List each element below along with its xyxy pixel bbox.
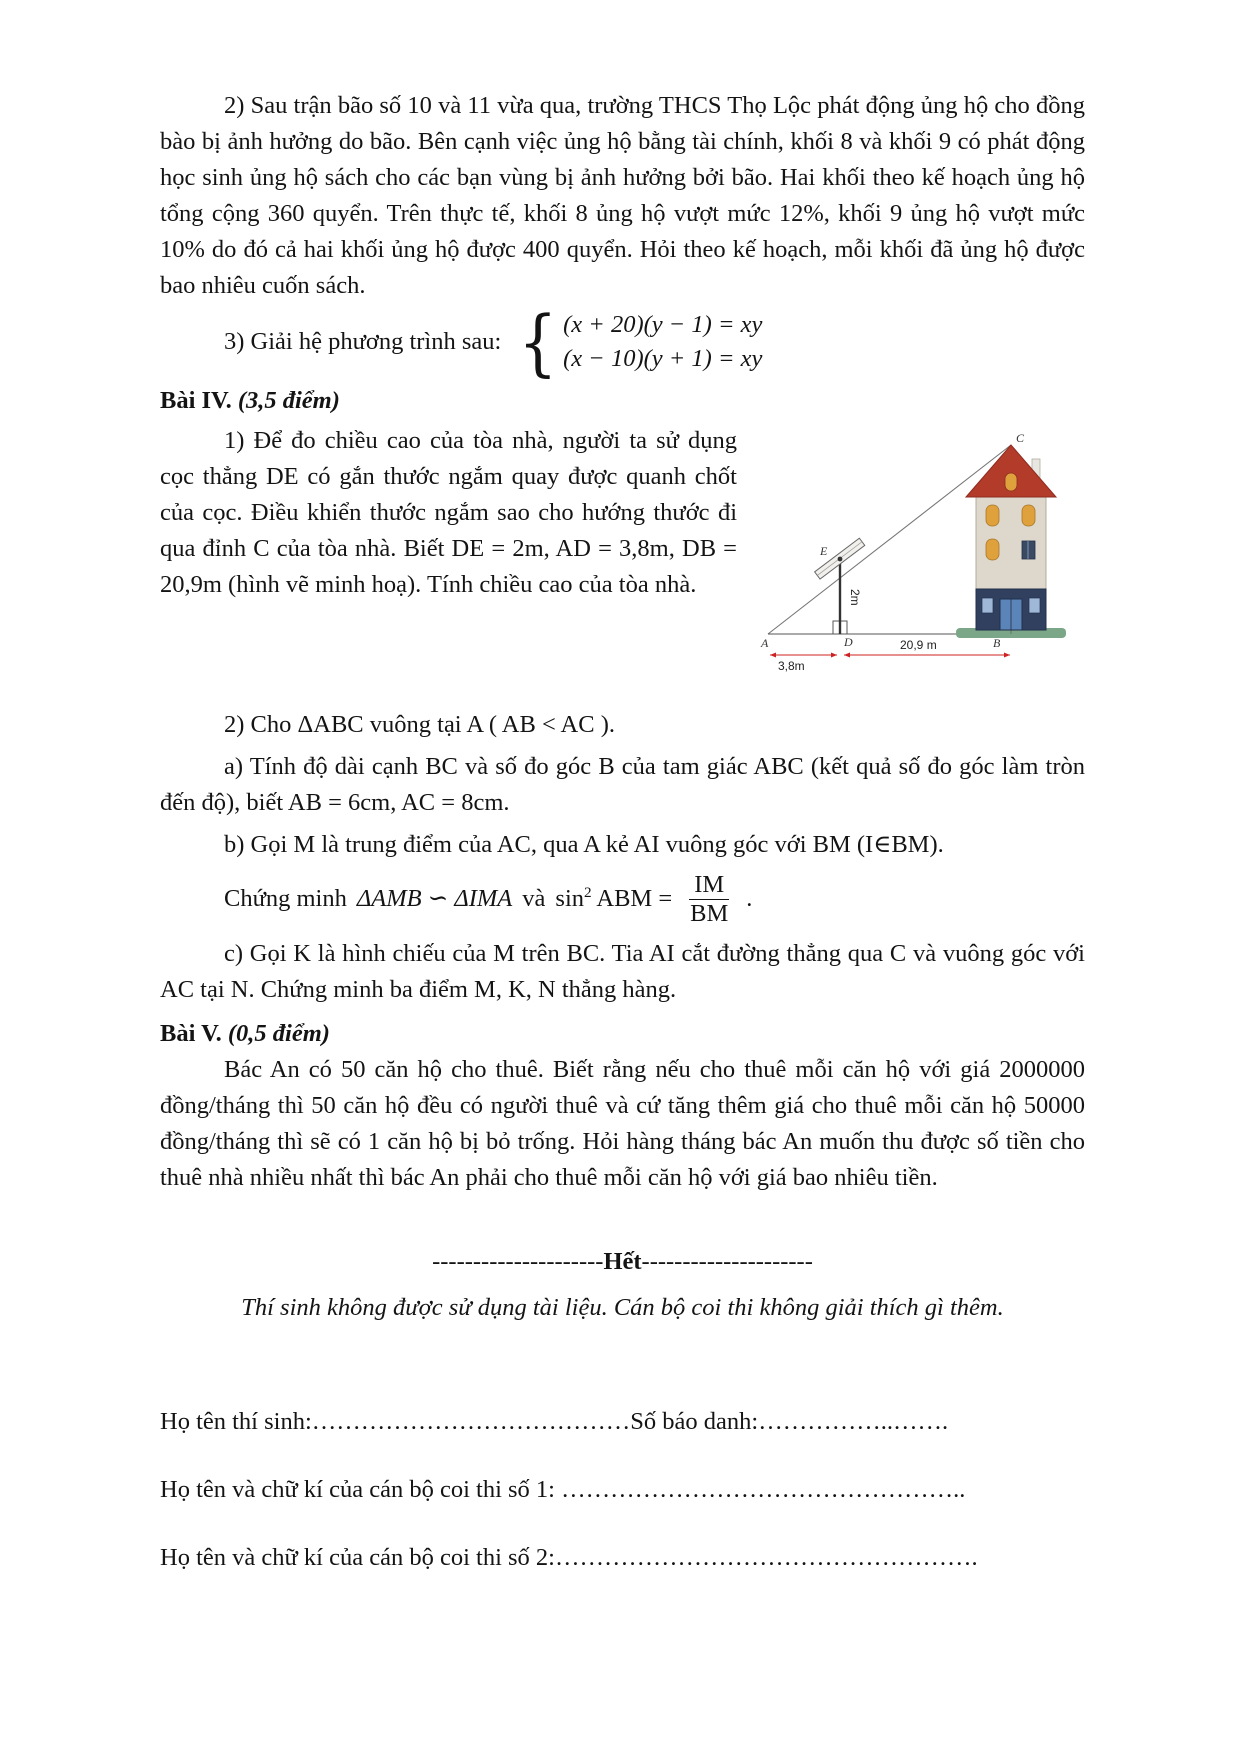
sight-line (768, 445, 1011, 634)
signature-line-proctor-1: Họ tên và chữ kí của cán bộ coi thi số 1: ………………………………………….. (160, 1476, 966, 1504)
equation-system (515, 300, 763, 384)
proof-and: và (522, 885, 546, 913)
equation-2: (x − 10)(y + 1) = xy (563, 344, 763, 372)
problem-3-3-label: 3) Giải hệ phương trình sau: (224, 328, 502, 356)
dim-arrow-d1 (831, 652, 837, 657)
point-label-d: D (844, 634, 853, 649)
system-brace: { (518, 300, 558, 384)
bai4-part1-paragraph: 1) Để đo chiều cao của tòa nhà, người ta sử dụng cọc thẳng DE có gắn thước ngắm quay được quanh chốt của cọc. Điều khiển thước ngắm sao cho hướng thước đi qua đỉnh C của tòa nhà. Biết DE = 2m, AD = 3,8m, DB = 20,9m (hình vẽ minh hoạ). Tính chiều cao của tòa nhà. (160, 426, 737, 598)
sin-exponent: 2 (584, 884, 592, 902)
upper-window-dark (1022, 541, 1035, 559)
attic-window (1005, 473, 1017, 491)
dim-arrow-a (770, 652, 776, 657)
lower-window-right (1029, 598, 1040, 613)
end-divider (160, 1244, 1085, 1280)
point-label-b: B (993, 635, 1001, 650)
upper-window-3 (986, 539, 999, 560)
proof-period: . (746, 885, 753, 913)
section-bai4-heading (160, 383, 1085, 419)
section-bai5-heading (160, 1016, 1085, 1052)
bai4-part2c: c) Gọi K là hình chiếu của M trên BC. Tia AI cắt đường thẳng qua C và vuông góc với AC tại N. Chứng minh ba điểm M, K, N thẳng hàng. (160, 940, 1085, 1004)
bai4-part2b: b) Gọi M là trung điểm của AC, qua A kẻ AI vuông góc với BM (I∈BM). (224, 830, 944, 858)
lower-window-left (982, 598, 993, 613)
end-word: Hết (603, 1248, 642, 1276)
equation-1: (x + 20)(y − 1) = xy (563, 311, 763, 339)
dimension-ad-label: 3,8m (778, 658, 805, 673)
signature-line-proctor-2: Họ tên và chữ kí của cán bộ coi thi số 2:……………………………………………. (160, 1544, 978, 1572)
pole-height-label: 2m (848, 588, 862, 606)
point-label-e: E (820, 543, 828, 558)
signature-block (160, 1404, 1085, 1576)
sin-expression (555, 881, 672, 917)
measurement-figure-container (755, 429, 1085, 677)
point-label-c: C (1016, 430, 1025, 445)
dimension-db-label: 20,9 m (900, 637, 937, 652)
problem-3-3-row (160, 300, 1085, 384)
dim-arrow-d2 (844, 652, 850, 657)
upper-window-2 (1022, 505, 1035, 526)
end-dashes-left: --------------------- (432, 1248, 604, 1276)
bai5-paragraph: Bác An có 50 căn hộ cho thuê. Biết rằng nếu cho thuê mỗi căn hộ với giá 2000000 đồng/tháng thì 50 căn hộ đều có người thuê và cứ tăng thêm giá cho thuê mỗi căn hộ 50000 đồng/tháng thì sẽ có 1 căn hộ bị bỏ trống. Hỏi hàng tháng bác An muốn thu được số tiền cho thuê nhà nhiều nhất thì bác An phải cho thuê mỗi căn hộ với giá bao nhiêu tiền. (160, 1056, 1085, 1192)
measurement-figure (755, 429, 1085, 677)
angle-abm: ABM = (596, 885, 673, 913)
point-label-a: A (761, 635, 769, 650)
bai4-part1-block (160, 423, 1085, 677)
end-dashes-right: --------------------- (641, 1248, 813, 1276)
exam-note: Thí sinh không được sử dụng tài liệu. Cán bộ coi thi không giải thích gì thêm. (241, 1294, 1004, 1322)
signature-line-candidate: Họ tên thí sinh:…………………………………Số báo danh:……………..……. (160, 1408, 949, 1436)
dim-arrow-b (1004, 652, 1010, 657)
system-equations (563, 310, 762, 374)
bai5-title: Bài V. (160, 1020, 222, 1048)
bai5-points: (0,5 điểm) (227, 1020, 330, 1048)
bai4-part2b-proof-row (160, 871, 1085, 928)
bai4-part2-intro: 2) Cho ΔABC vuông tại A ( AB < AC ). (224, 710, 615, 738)
sin-label: sin (555, 885, 584, 913)
upper-window-1 (986, 505, 999, 526)
fraction-numerator: IM (689, 871, 729, 900)
bai4-points: (3,5 điểm) (237, 386, 340, 414)
similarity-statement: ΔAMB ∽ ΔIMA (356, 885, 513, 913)
pivot-point (838, 556, 843, 561)
proof-label: Chứng minh (224, 885, 347, 913)
fraction-denominator: BM (690, 899, 729, 927)
fraction-im-bm (685, 871, 733, 928)
bai4-title: Bài IV. (160, 386, 232, 414)
problem-3-2-paragraph: 2) Sau trận bão số 10 và 11 vừa qua, trường THCS Thọ Lộc phát động ủng hộ cho đồng bào bị ảnh hưởng do bão. Bên cạnh việc ủng hộ bằng tài chính, khối 8 và khối 9 có phát động học sinh ủng hộ sách cho các bạn vùng bị ảnh hưởng bởi bão. Hai khối theo kế hoạch ủng hộ tổng cộng 360 quyển. Trên thực tế, khối 8 ủng hộ vượt mức 12%, khối 9 ủng hộ vượt mức 10% do đó cả hai khối ủng hộ được 400 quyển. Hỏi theo kế hoạch, mỗi khối đã ủng hộ được bao nhiêu cuốn sách. (160, 92, 1085, 299)
bai4-part2a: a) Tính độ dài cạnh BC và số đo góc B của tam giác ABC (kết quả số đo góc làm tròn đến độ), biết AB = 6cm, AC = 8cm. (160, 752, 1085, 816)
